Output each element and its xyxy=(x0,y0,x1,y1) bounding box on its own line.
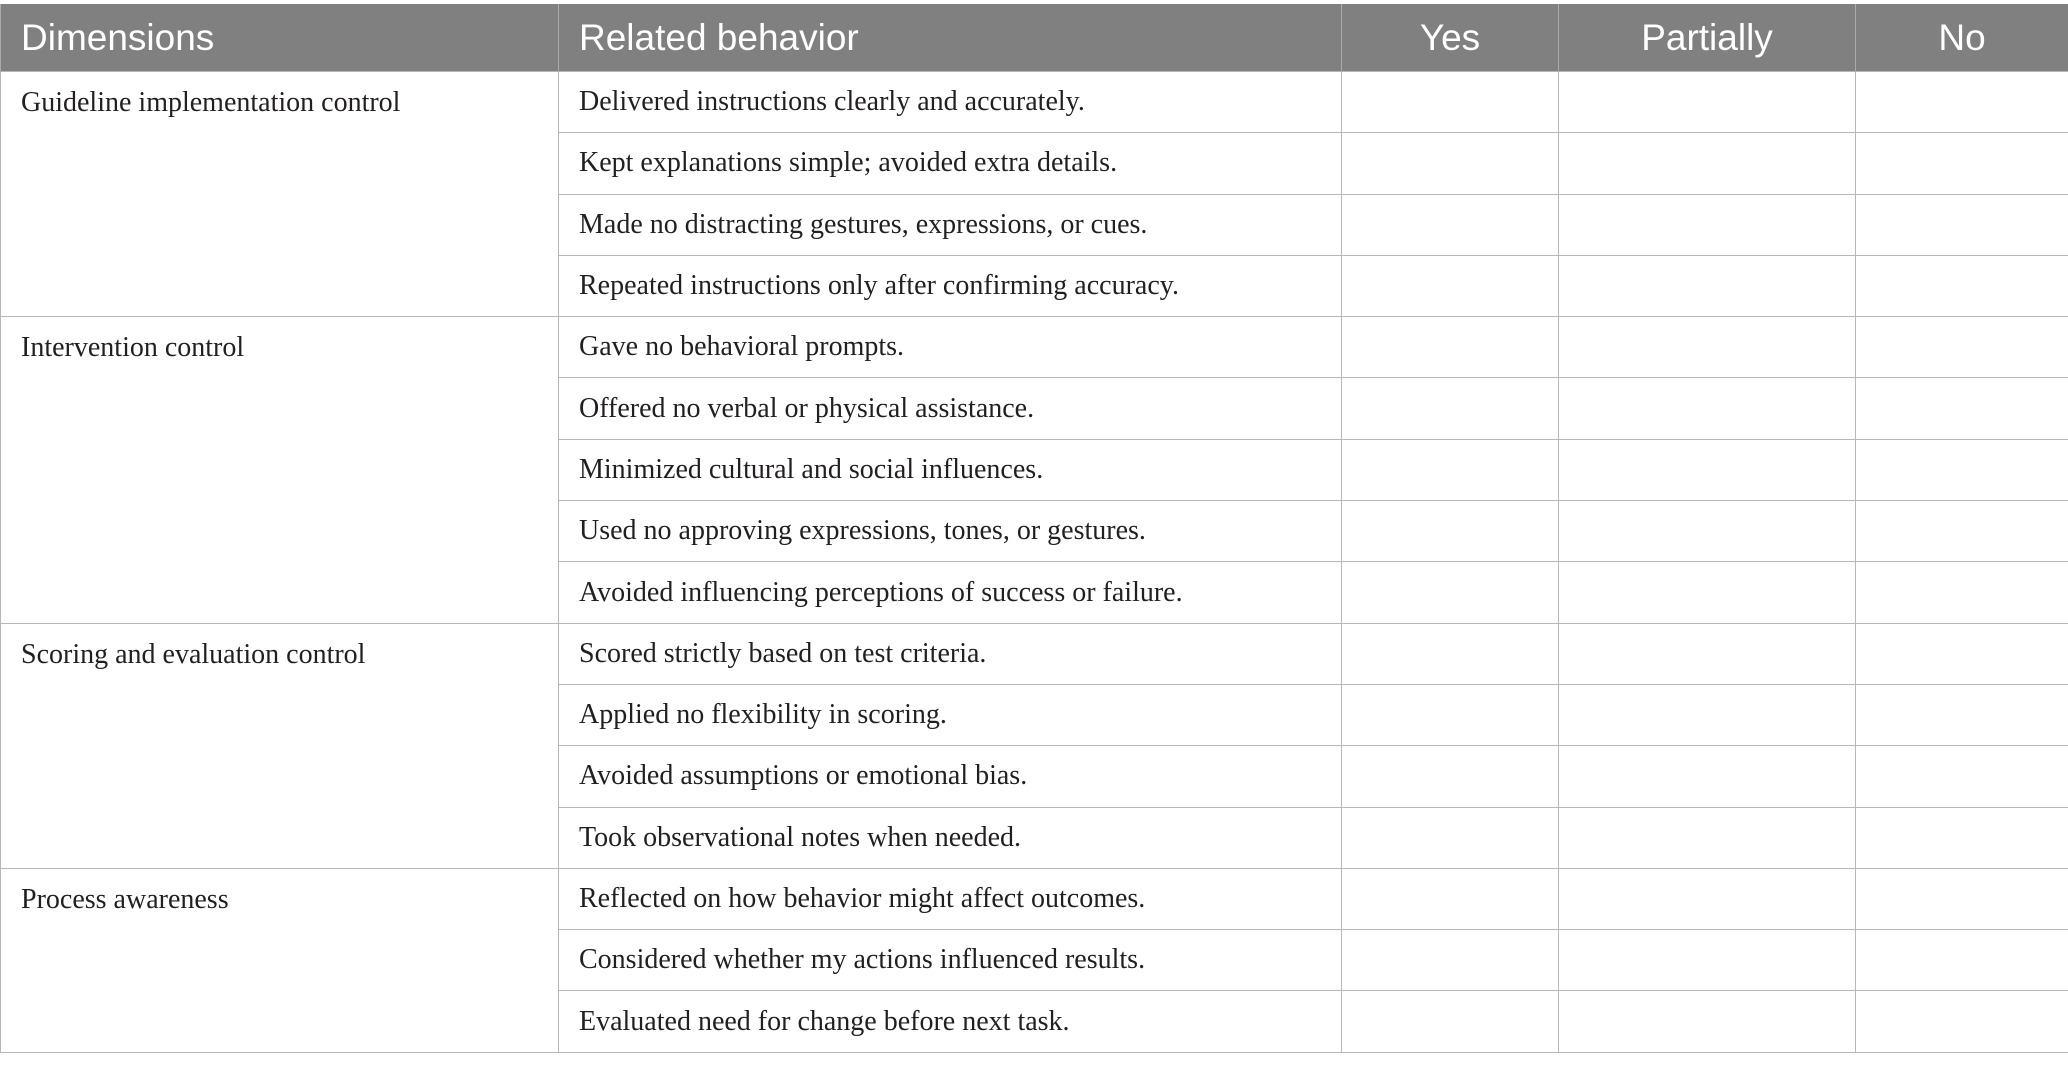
no-cell[interactable] xyxy=(1856,194,2068,255)
yes-cell[interactable] xyxy=(1342,378,1559,439)
yes-cell[interactable] xyxy=(1342,562,1559,623)
behavior-cell: Avoided influencing perceptions of success or failure. xyxy=(559,562,1342,623)
table-row xyxy=(1,317,2068,378)
checklist-table-container xyxy=(0,4,2068,1053)
behavior-cell: Made no distracting gestures, expressions, or cues. xyxy=(559,194,1342,255)
yes-cell[interactable] xyxy=(1342,623,1559,684)
partially-cell[interactable] xyxy=(1559,255,1856,316)
no-cell[interactable] xyxy=(1856,930,2068,991)
behavior-cell: Delivered instructions clearly and accurately. xyxy=(559,72,1342,133)
yes-cell[interactable] xyxy=(1342,868,1559,929)
table-body xyxy=(1,72,2068,1053)
partially-cell[interactable] xyxy=(1559,562,1856,623)
behavior-cell: Kept explanations simple; avoided extra details. xyxy=(559,133,1342,194)
no-cell[interactable] xyxy=(1856,133,2068,194)
header-partially: Partially xyxy=(1559,4,1856,72)
yes-cell[interactable] xyxy=(1342,133,1559,194)
no-cell[interactable] xyxy=(1856,72,2068,133)
no-cell[interactable] xyxy=(1856,868,2068,929)
behavior-cell: Gave no behavioral prompts. xyxy=(559,317,1342,378)
yes-cell[interactable] xyxy=(1342,684,1559,745)
table-row xyxy=(1,72,2068,133)
behavior-cell: Scored strictly based on test criteria. xyxy=(559,623,1342,684)
partially-cell[interactable] xyxy=(1559,501,1856,562)
yes-cell[interactable] xyxy=(1342,930,1559,991)
partially-cell[interactable] xyxy=(1559,439,1856,500)
partially-cell[interactable] xyxy=(1559,133,1856,194)
no-cell[interactable] xyxy=(1856,991,2068,1052)
no-cell[interactable] xyxy=(1856,684,2068,745)
behavior-cell: Offered no verbal or physical assistance. xyxy=(559,378,1342,439)
yes-cell[interactable] xyxy=(1342,746,1559,807)
partially-cell[interactable] xyxy=(1559,317,1856,378)
partially-cell[interactable] xyxy=(1559,623,1856,684)
yes-cell[interactable] xyxy=(1342,807,1559,868)
behavior-cell: Evaluated need for change before next task. xyxy=(559,991,1342,1052)
dimension-cell: Guideline implementation control xyxy=(1,72,559,317)
table-row xyxy=(1,868,2068,929)
dimension-cell: Intervention control xyxy=(1,317,559,623)
dimension-cell: Scoring and evaluation control xyxy=(1,623,559,868)
no-cell[interactable] xyxy=(1856,623,2068,684)
yes-cell[interactable] xyxy=(1342,439,1559,500)
partially-cell[interactable] xyxy=(1559,930,1856,991)
header-related-behavior: Related behavior xyxy=(559,4,1342,72)
behavior-cell: Applied no flexibility in scoring. xyxy=(559,684,1342,745)
header-row xyxy=(1,4,2068,72)
header-dimensions: Dimensions xyxy=(1,4,559,72)
no-cell[interactable] xyxy=(1856,562,2068,623)
no-cell[interactable] xyxy=(1856,746,2068,807)
partially-cell[interactable] xyxy=(1559,194,1856,255)
table-row xyxy=(1,623,2068,684)
no-cell[interactable] xyxy=(1856,807,2068,868)
partially-cell[interactable] xyxy=(1559,868,1856,929)
no-cell[interactable] xyxy=(1856,439,2068,500)
no-cell[interactable] xyxy=(1856,255,2068,316)
behavior-cell: Repeated instructions only after confirming accuracy. xyxy=(559,255,1342,316)
behavior-cell: Considered whether my actions influenced results. xyxy=(559,930,1342,991)
behavior-cell: Minimized cultural and social influences. xyxy=(559,439,1342,500)
dimension-cell: Process awareness xyxy=(1,868,559,1052)
checklist-table xyxy=(0,4,2068,1053)
header-no: No xyxy=(1856,4,2068,72)
yes-cell[interactable] xyxy=(1342,194,1559,255)
yes-cell[interactable] xyxy=(1342,255,1559,316)
partially-cell[interactable] xyxy=(1559,378,1856,439)
partially-cell[interactable] xyxy=(1559,72,1856,133)
yes-cell[interactable] xyxy=(1342,501,1559,562)
yes-cell[interactable] xyxy=(1342,991,1559,1052)
no-cell[interactable] xyxy=(1856,317,2068,378)
table-header xyxy=(1,4,2068,72)
behavior-cell: Used no approving expressions, tones, or gestures. xyxy=(559,501,1342,562)
yes-cell[interactable] xyxy=(1342,317,1559,378)
header-yes: Yes xyxy=(1342,4,1559,72)
yes-cell[interactable] xyxy=(1342,72,1559,133)
no-cell[interactable] xyxy=(1856,378,2068,439)
partially-cell[interactable] xyxy=(1559,746,1856,807)
partially-cell[interactable] xyxy=(1559,991,1856,1052)
no-cell[interactable] xyxy=(1856,501,2068,562)
behavior-cell: Avoided assumptions or emotional bias. xyxy=(559,746,1342,807)
behavior-cell: Took observational notes when needed. xyxy=(559,807,1342,868)
partially-cell[interactable] xyxy=(1559,807,1856,868)
behavior-cell: Reflected on how behavior might affect outcomes. xyxy=(559,868,1342,929)
partially-cell[interactable] xyxy=(1559,684,1856,745)
